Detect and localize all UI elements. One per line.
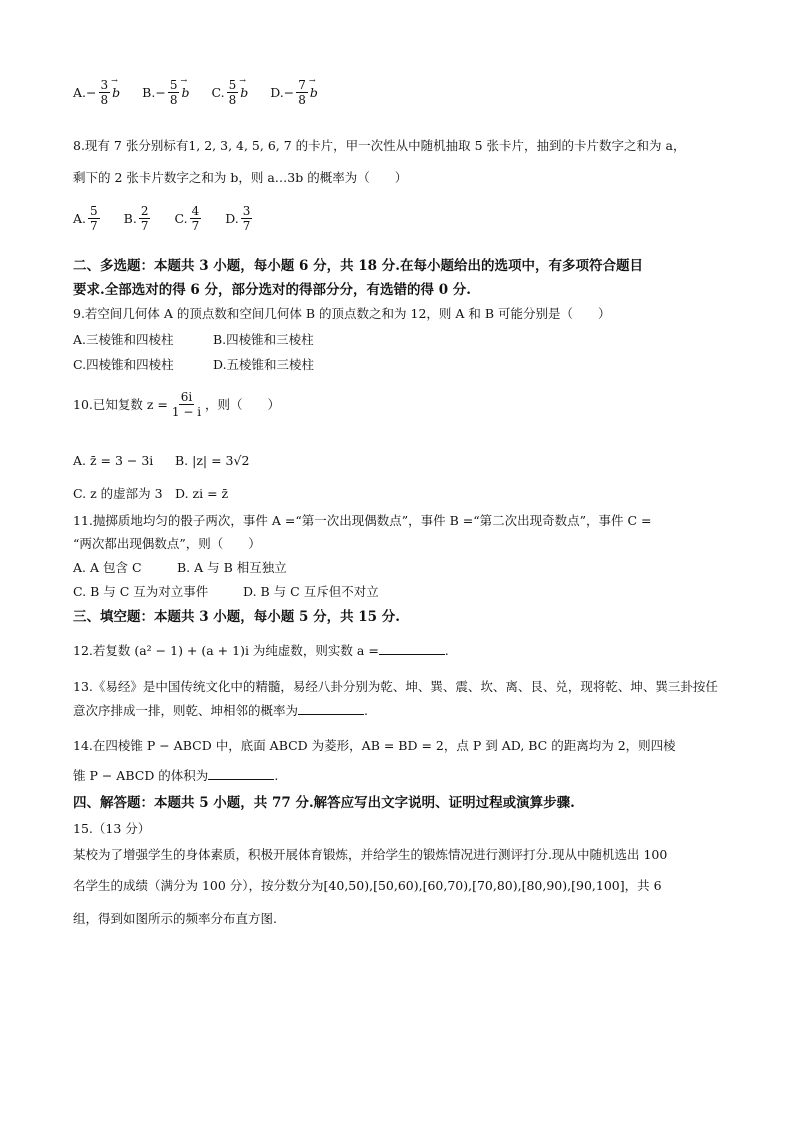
q9-option-b: B.四棱锥和三棱柱 xyxy=(213,332,314,347)
q10-option-d: D. zi = z̄ xyxy=(175,486,229,501)
q13-stem-line1: 13.《易经》是中国传统文化中的精髓，易经八卦分别为乾、坤、巽、震、坎、离、艮、兑，现将乾、坤、巽三卦按任 xyxy=(73,679,718,694)
answer-blank xyxy=(298,702,364,715)
q11-options-row1 xyxy=(73,559,734,577)
q11-option-b: B. A 与 B 相互独立 xyxy=(177,560,287,575)
q15-stem-line3: 组，得到如图所示的频率分布直方图. xyxy=(73,911,277,926)
q8-stem-line2: 剩下的 2 张卡片数字之和为 b，则 a…3b 的概率为（ ） xyxy=(73,170,408,185)
q8-option-c: C. $\frac{4}{7}$ xyxy=(174,204,200,233)
q15-stem-line2: 名学生的成绩（满分为 100 分），按分数分为[40,50),[50,60),[60,70),[70,80),[80,90),[90,100]，共 6 xyxy=(73,878,662,893)
section2-heading-line2: 要求.全部选对的得 6 分，部分选对的得部分分，有选错的得 0 分. xyxy=(73,282,471,298)
q14-stem-line1: 14.在四棱锥 P − ABCD 中，底面 ABCD 为菱形，AB = BD = 2，点 P 到 AD, BC 的距离均为 2，则四棱 xyxy=(73,738,676,753)
q8-option-a: A. $\frac{5}{7}$ xyxy=(73,204,98,233)
q14-stem-line2: 锥 P − ABCD 的体积为 . xyxy=(73,768,279,783)
q11-option-a: A. A 包含 C xyxy=(73,560,142,575)
answer-blank xyxy=(379,642,445,655)
q15-stem-line1: 某校为了增强学生的身体素质，积极开展体育锻炼，并给学生的锻炼情况进行测评打分.现从中随机选出 100 xyxy=(73,847,668,862)
q9-options-row2 xyxy=(73,356,734,374)
q8-option-b: B. $\frac{2}{7}$ xyxy=(123,204,149,233)
q10-options-row2 xyxy=(73,485,734,503)
q11-stem-line1: 11.抛掷质地均匀的骰子两次，事件 A =“第一次出现偶数点”，事件 B =“第二次出现奇数点”，事件 C = xyxy=(73,513,652,528)
vector-b: → b xyxy=(112,85,120,100)
q9-option-c: C.四棱锥和四棱柱 xyxy=(73,357,174,372)
q12-stem: 12.若复数 (a² − 1) + (a + 1)i 为纯虚数，则实数 a = . xyxy=(73,643,449,658)
section3-heading: 三、填空题：本题共 3 小题，每小题 5 分，共 15 分. xyxy=(73,609,400,625)
q10-stem: 10.已知复数 z = $\frac{6i}{1 - i}$ ，则（ ） xyxy=(73,390,281,419)
fraction: $\frac{5}{8}$ xyxy=(228,78,237,107)
vector-b: → b xyxy=(240,85,248,100)
q9-options-row1 xyxy=(73,331,734,349)
fraction: $\frac{4}{7}$ xyxy=(191,204,200,233)
fraction: $\frac{3}{7}$ xyxy=(242,204,251,233)
q10-option-c: C. z 的虚部为 3 xyxy=(73,486,163,501)
q11-option-c: C. B 与 C 互为对立事件 xyxy=(73,584,209,599)
q10-option-b: B. |z| = 3√2 xyxy=(175,453,250,468)
section4-heading: 四、解答题：本题共 5 小题，共 77 分.解答应写出文字说明、证明过程或演算步骤. xyxy=(73,795,575,811)
q10-option-a: A. z̄ = 3 − 3i xyxy=(73,453,154,468)
q7-options xyxy=(73,78,340,107)
q13-stem-line2: 意次序排成一排，则乾、坤相邻的概率为 . xyxy=(73,703,368,718)
fraction: $\frac{6i}{1 - i}$ xyxy=(171,390,202,419)
q9-option-a: A.三棱锥和四棱柱 xyxy=(73,332,174,347)
q7-option-a: A. − $\frac{3}{8}$ → b xyxy=(73,78,120,107)
fraction: $\frac{2}{7}$ xyxy=(140,204,149,233)
q7-option-b: B. − $\frac{5}{8}$ → b xyxy=(142,78,189,107)
q10-options-row1 xyxy=(73,452,734,470)
q15-score: 15.（13 分） xyxy=(73,821,151,836)
q7-option-c: C. $\frac{5}{8}$ → b xyxy=(211,78,248,107)
vector-b: → b xyxy=(181,85,189,100)
q11-option-d: D. B 与 C 互斥但不对立 xyxy=(243,584,379,599)
q7-option-d: D. − $\frac{7}{8}$ → b xyxy=(270,78,318,107)
fraction: $\frac{7}{8}$ xyxy=(298,78,306,107)
fraction: $\frac{5}{8}$ xyxy=(169,78,178,107)
q8-option-d: D. $\frac{3}{7}$ xyxy=(225,204,251,233)
section2-heading-line1: 二、多选题：本题共 3 小题，每小题 6 分，共 18 分.在每小题给出的选项中，有多项符合题目 xyxy=(73,258,643,274)
q11-stem-line2: “两次都出现偶数点”，则（ ） xyxy=(73,536,261,551)
vector-b: → b xyxy=(310,85,318,100)
answer-blank xyxy=(208,767,274,780)
q11-options-row2 xyxy=(73,583,734,601)
fraction: $\frac{3}{8}$ xyxy=(100,78,109,107)
q9-stem: 9.若空间几何体 A 的顶点数和空间几何体 B 的顶点数之和为 12，则 A 和 B 可能分别是（ ） xyxy=(73,306,611,321)
q8-options xyxy=(73,204,276,233)
q8-stem-line1: 8.现有 7 张分别标有1, 2, 3, 4, 5, 6, 7 的卡片，甲一次性从中随机抽取 5 张卡片，抽到的卡片数字之和为 a， xyxy=(73,138,686,153)
q9-option-d: D.五棱锥和三棱柱 xyxy=(213,357,315,372)
fraction: $\frac{5}{7}$ xyxy=(90,204,98,233)
